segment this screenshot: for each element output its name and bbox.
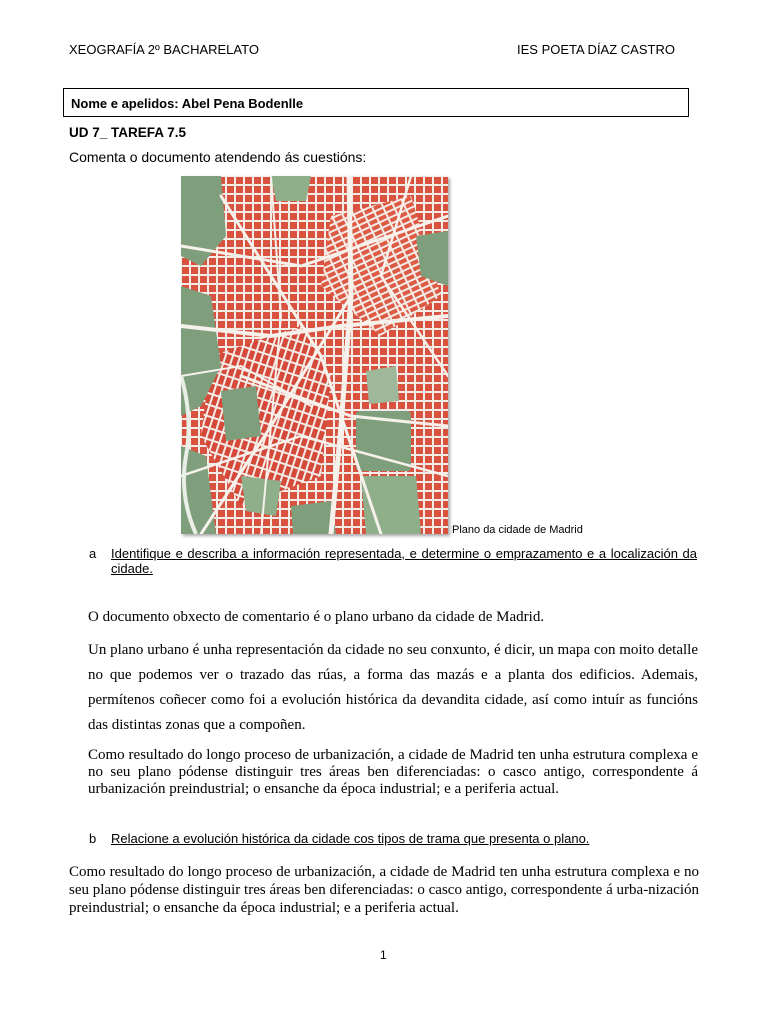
question-a-text: Identifique e describa a información representada, e determine o emprazamento e a localización da cidade. — [111, 546, 697, 576]
unit-title: UD 7_ TAREFA 7.5 — [69, 125, 187, 140]
answer-a-paragraph-1: O documento obxecto de comentario é o plano urbano da cidade de Madrid. — [88, 609, 545, 625]
name-label: Nome e apelidos: Abel Pena Bodenlle — [71, 96, 304, 111]
question-b-letter: b — [89, 831, 97, 846]
figure-caption: Plano da cidade de Madrid — [452, 524, 583, 536]
intro-text: Comenta o documento atendendo ás cuestións: — [69, 149, 367, 165]
name-box — [63, 88, 689, 117]
header-left: XEOGRAFÍA 2º BACHARELATO — [69, 42, 259, 57]
question-a-letter: a — [89, 546, 97, 561]
answer-a-paragraph-2: Un plano urbano é unha representación da cidade no seu conxunto, é dicir, un mapa con moito detalle no que podemos ver o trazado das rúas, a forma das mazás e a planta dos edificios. Ademais, permítenos coñecer como foi a evolución histórica da devandita cidade, así como intuír as funcións das distintas zonas que a compoñen. — [88, 642, 698, 733]
answer-a-paragraph-3: Como resultado do longo proceso de urbanización, a cidade de Madrid ten unha estrutura complexa e no seu plano pódense distinguir tres áreas ben diferenciadas: o casco antigo, correspondente á urbanización preindustrial; o ensanche da época industrial; e a periferia actual. — [88, 747, 698, 797]
question-b-text: Relacione a evolución histórica da cidade cos tipos de trama que presenta o plano. — [111, 831, 590, 846]
header-right: IES POETA DÍAZ CASTRO — [517, 42, 675, 57]
answer-b-paragraph: Como resultado do longo proceso de urbanización, a cidade de Madrid ten unha estrutura complexa e no seu plano pódense distinguir tres áreas ben diferenciadas: o casco antigo, correspondente á urba-nización preindustrial; o ensanche da época industrial; e a periferia actual. — [69, 864, 699, 916]
page-number: 1 — [380, 948, 387, 962]
madrid-map-image — [181, 176, 448, 534]
